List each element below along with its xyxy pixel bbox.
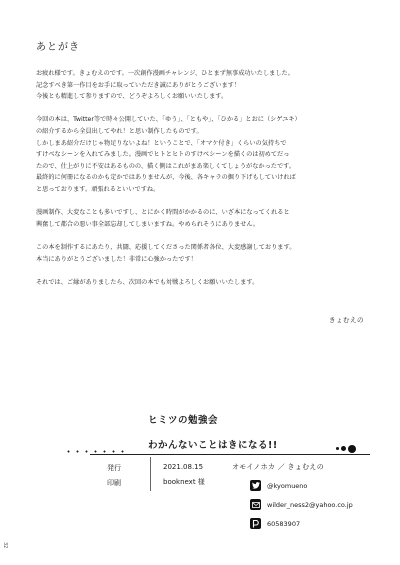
colophon — [107, 460, 141, 490]
text-line: 記念すべき第一作目をお手に取っていただき誠にありがとうございます！ — [36, 81, 241, 89]
afterword-heading: あとがき — [36, 42, 80, 53]
author-signature: きょむえの — [329, 316, 364, 324]
text-line: 最終的に何冊になるのかも定かではありませんが、今後、各キャラの掘り下げもしていければ — [36, 174, 296, 182]
text-line: すけべなシーンを入れてみました。漫画でヒトとヒトのすけべシーンを描くのは初めてだっ — [36, 151, 290, 159]
contact-list — [250, 476, 353, 533]
printer-row — [107, 475, 141, 490]
text-line: しかしまあ紹介だけじゃ物足りないよね！ということで、「オマケ付き」くらいの気持ちで — [36, 139, 287, 147]
published-label: 発行 — [107, 463, 121, 472]
afterword-body — [36, 68, 372, 300]
printer-label: 印刷 — [107, 478, 121, 487]
pixiv-contact[interactable] — [250, 514, 353, 533]
colophon-rule — [90, 454, 370, 455]
paragraph-1 — [36, 68, 372, 103]
twitter-handle: @kyomueno — [267, 481, 308, 490]
paragraph-5 — [36, 277, 372, 289]
printer-name: booknext 様 — [163, 478, 205, 486]
published-row — [107, 460, 141, 475]
text-line: 興奮して都合の悪い事全部忘却してしまいますね。やめられそうにありません。 — [36, 220, 260, 228]
pixiv-icon — [250, 518, 261, 529]
text-line: 本当にありがとうございました！非常に心強かったです！ — [36, 255, 197, 263]
book-subtitle: わかんないことはきになる!! — [148, 440, 278, 451]
email-icon — [250, 499, 261, 510]
book-title: ヒミツの勉強会 — [148, 415, 219, 426]
text-line: と思っております。頑張れるといいですね。 — [36, 185, 160, 193]
text-line: の紹介するから全員出してやれ！と思い制作したものです。 — [36, 127, 203, 135]
text-line: たので、仕上がりに不安はあるものの、描く側はこれがまあ楽しくてしょうがなかったです。 — [36, 162, 296, 170]
book-title-block — [148, 412, 278, 451]
paragraph-4 — [36, 242, 372, 265]
email-contact[interactable] — [250, 495, 353, 514]
text-line: それでは、ご縁がありましたら、次回の本でも対戦よろしくお願いいたします。 — [36, 278, 259, 286]
dotted-ornament — [64, 450, 126, 453]
text-line: 今回の本は、Twitter等で時々公開していた、「ゆう」、「ともや」、「ひかる」とおに（シゲユキ） — [36, 116, 301, 124]
text-line: 今後とも精進して参りますので、どうぞよろしくお願いいたします。 — [36, 93, 228, 101]
text-line: 漫画制作、大変なことも多いですし、とにかく時間がかかるのに、いざ本になってくれると — [36, 209, 290, 217]
email-address: wilder_ness2@yahoo.co.jp — [267, 500, 353, 509]
twitter-icon — [250, 480, 261, 491]
twitter-contact[interactable] — [250, 476, 353, 495]
text-line: お疲れ様です。きょむえのです。一次創作漫画チャレンジ、ひとまず無事成功いたしました。 — [36, 70, 294, 77]
colophon-divider — [150, 457, 151, 491]
page-margin-mark: 32 — [2, 542, 8, 549]
paragraph-2 — [36, 114, 372, 195]
pixiv-id: 60583907 — [267, 519, 301, 528]
text-line: この本を制作するにあたり、共闘、応援してくださった関係者各位、大変感謝しております。 — [36, 243, 296, 251]
paragraph-3 — [36, 207, 372, 230]
published-date: 2021.08.15 — [163, 463, 204, 471]
circle-name: オモイノホカ ／ きょむえの — [232, 463, 325, 471]
dot-ornament — [336, 438, 358, 450]
